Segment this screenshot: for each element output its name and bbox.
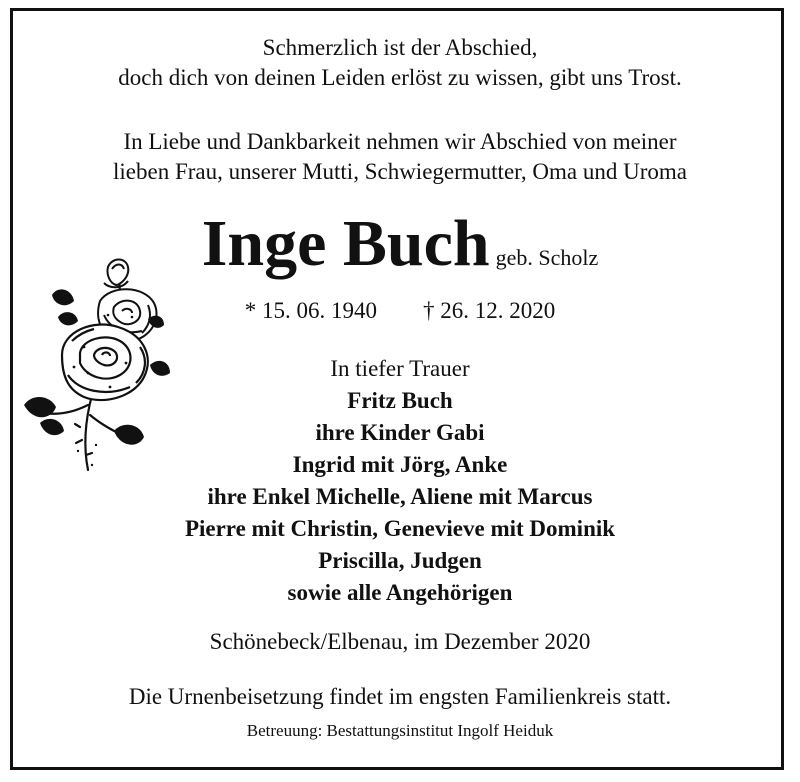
intro-line-2: doch dich von deinen Leiden erlöst zu wissen, gibt uns Trost. [118,65,682,90]
burial-note: Die Urnenbeisetzung findet im engsten Familienkreis statt. [128,684,672,709]
intro-line-3: In Liebe und Dankbarkeit nehmen wir Abschied von meiner [123,129,677,154]
intro-line-4: lieben Frau, unserer Mutti, Schwiegermutter, Oma und Uroma [113,159,687,184]
place-date: Schönebeck/Elbenau, im Dezember 2020 [209,629,591,654]
mourner-line: Pierre mit Christin, Genevieve mit Dominik [184,516,616,541]
maiden-name: geb. Scholz [495,245,599,270]
mourner-line: ihre Kinder Gabi [315,420,485,445]
birth-date: * 15. 06. 1940 [244,298,377,323]
funeral-home-credit: Betreuung: Bestattungsinstitut Ingolf Heiduk [246,721,554,740]
mourners-heading: In tiefer Trauer [330,356,470,381]
mourner-line: Priscilla, Judgen [318,548,482,573]
mourner-line: Ingrid mit Jörg, Anke [292,452,508,477]
mourner-line: sowie alle Angehörigen [287,580,513,605]
death-date: † 26. 12. 2020 [423,298,556,323]
mourner-line: ihre Enkel Michelle, Aliene mit Marcus [207,484,593,509]
mourner-line: Fritz Buch [347,388,453,413]
deceased-name: Inge Buch [201,207,490,280]
intro-line-1: Schmerzlich ist der Abschied, [262,35,538,60]
